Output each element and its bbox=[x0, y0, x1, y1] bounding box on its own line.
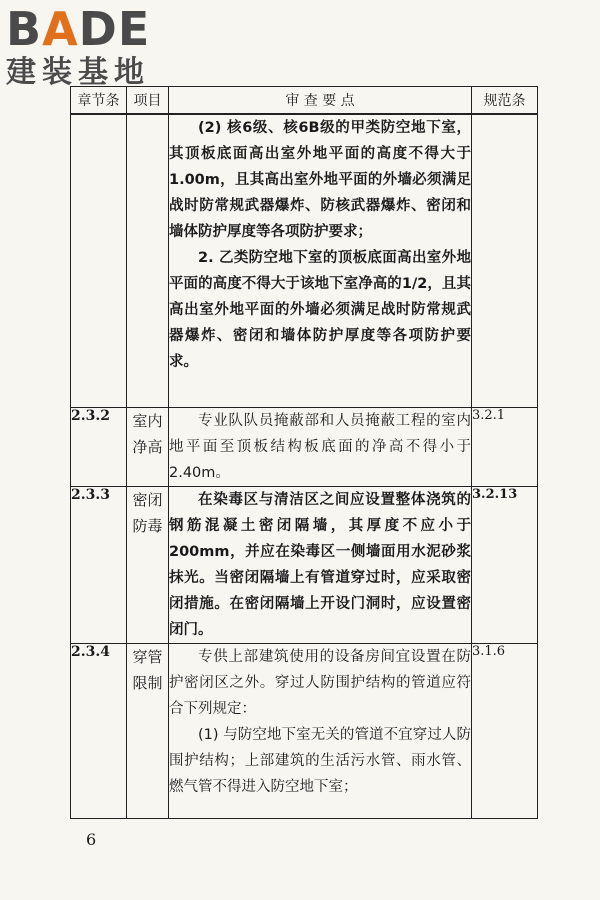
review-table bbox=[70, 86, 538, 819]
logo-wordmark bbox=[6, 4, 176, 54]
table-row bbox=[71, 408, 538, 487]
cell-review-points bbox=[169, 114, 472, 408]
cell-section: 2.3.2 bbox=[71, 408, 127, 487]
table-header-row bbox=[71, 87, 538, 115]
paragraph: (2) 核6级、核6B级的甲类防空地下室，其顶板底面高出室外地平面的高度不得大于1.00m，且其高出室外地平面的外墙必须满足战时防常规武器爆炸、防核武器爆炸、密闭和墙体防护厚度等各项防护要求； bbox=[169, 120, 471, 240]
page-number: 6 bbox=[86, 830, 97, 849]
cell-item: 密闭防毒 bbox=[127, 487, 169, 644]
paragraph: (1) 与防空地下室无关的管道不宜穿过人防围护结构；上部建筑的生活污水管、雨水管、燃气管不得进入防空地下室； bbox=[169, 727, 471, 795]
table-row bbox=[71, 487, 538, 644]
cell-section: 2.3.4 bbox=[71, 644, 127, 819]
paragraph: 2. 乙类防空地下室的顶板底面高出室外地平面的高度不得大于该地下室净高的1/2，且其高出室外地平面的外墙必须满足战时防常规武器爆炸、密闭和墙体防护厚度等各项防护要求。 bbox=[169, 250, 471, 370]
cell-section-empty bbox=[71, 114, 127, 408]
cell-review-points bbox=[169, 487, 472, 644]
cell-item: 穿管限制 bbox=[127, 644, 169, 819]
cell-spec-clause: 3.1.6 bbox=[472, 644, 538, 819]
paragraph: 在染毒区与清洁区之间应设置整体浇筑的钢筋混凝土密闭隔墙，其厚度不应小于200mm，并应在染毒区一侧墙面用水泥砂浆抹光。当密闭隔墙上有管道穿过时，应采取密闭措施。在密闭隔墙上开设门洞时，应设置密闭门。 bbox=[169, 492, 471, 638]
header-review-points: 审 查 要 点 bbox=[169, 87, 472, 115]
header-spec-clause: 规范条 bbox=[472, 87, 538, 115]
cell-item: 室内净高 bbox=[127, 408, 169, 487]
header-section: 章节条 bbox=[71, 87, 127, 115]
cell-spec-clause: 3.2.13 bbox=[472, 487, 538, 644]
cell-ref-empty bbox=[472, 114, 538, 408]
bade-logo bbox=[6, 4, 176, 88]
logo-letters-de: DE bbox=[78, 2, 151, 56]
header-item: 项目 bbox=[127, 87, 169, 115]
table-row-continued bbox=[71, 114, 538, 408]
logo-subtitle: 建装基地 bbox=[6, 55, 150, 90]
cell-review-points bbox=[169, 408, 472, 487]
paragraph: 专供上部建筑使用的设备房间宜设置在防护密闭区之外。穿过人防围护结构的管道应符合下列规定： bbox=[169, 649, 471, 717]
cell-section: 2.3.3 bbox=[71, 487, 127, 644]
cell-review-points bbox=[169, 644, 472, 819]
paragraph: 专业队队员掩蔽部和人员掩蔽工程的室内地平面至顶板结构板底面的净高不得小于2.40m。 bbox=[169, 413, 471, 481]
cell-item-empty bbox=[127, 114, 169, 408]
table-row bbox=[71, 644, 538, 819]
cell-spec-clause: 3.2.1 bbox=[472, 408, 538, 487]
logo-letter-a: A bbox=[42, 2, 79, 56]
logo-letter-b: B bbox=[6, 2, 43, 56]
